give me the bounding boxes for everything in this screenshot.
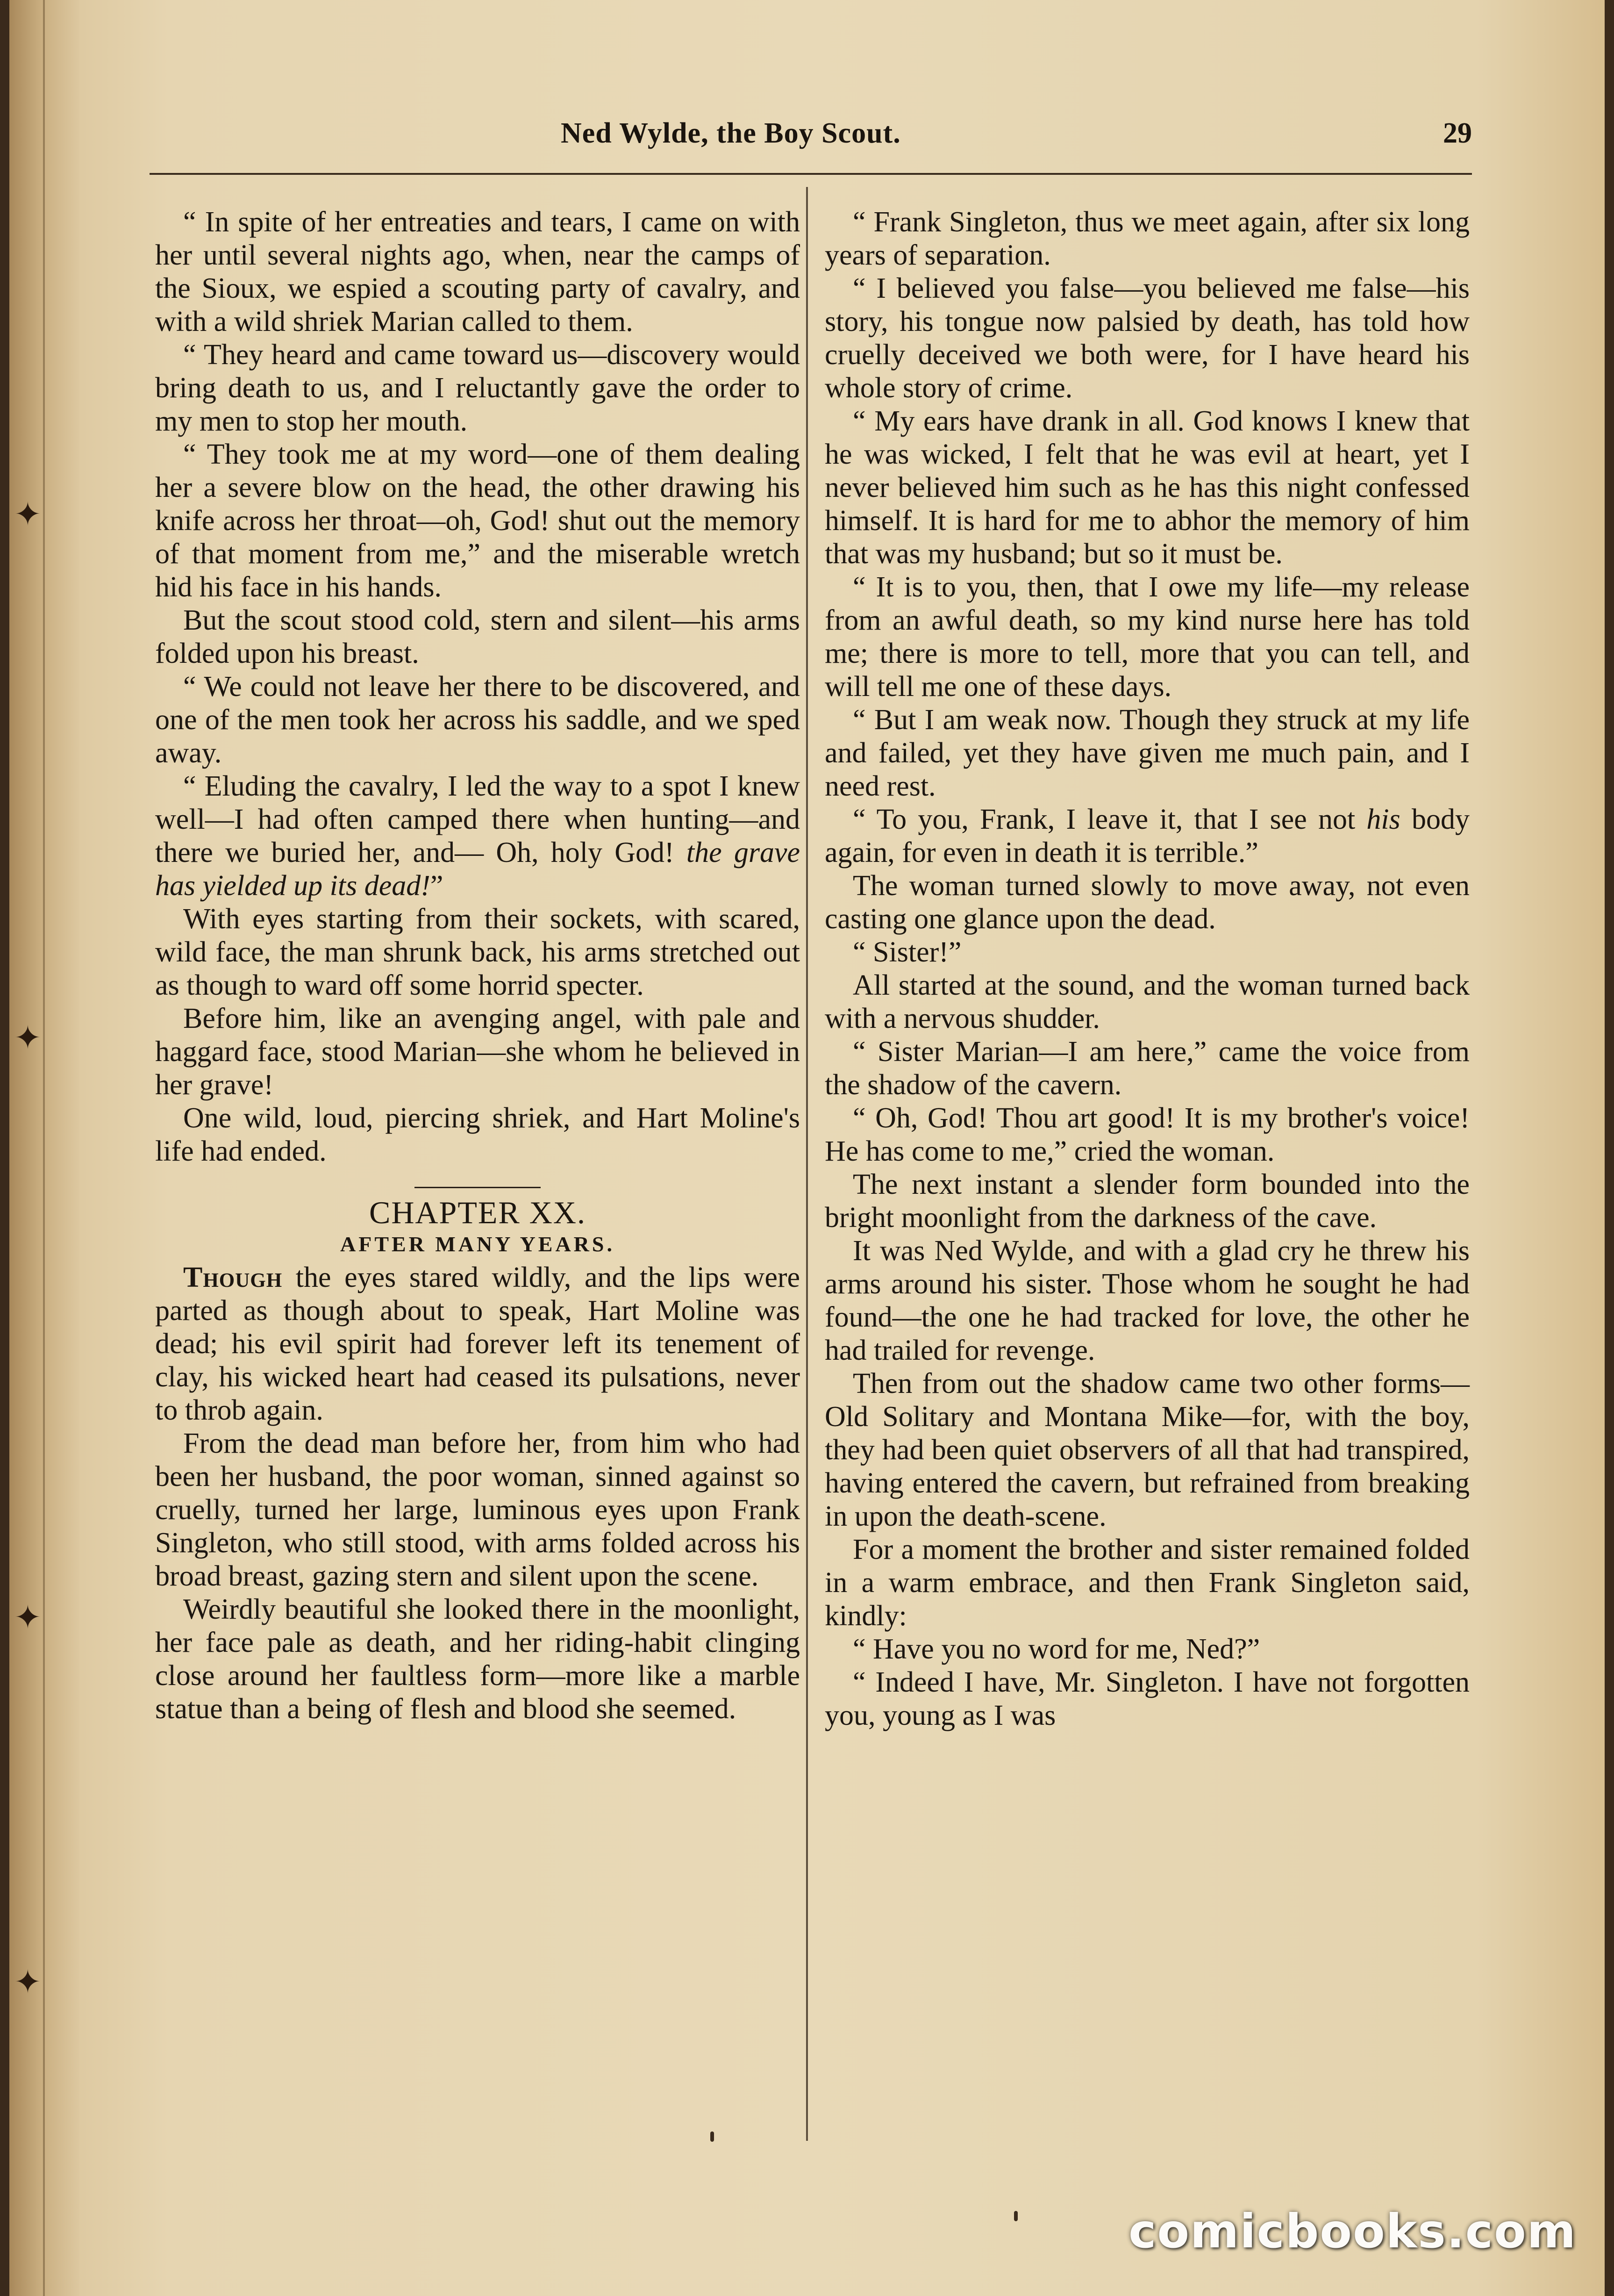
paragraph: “ It is to you, then, that I owe my life—my release from an awful death, so my kind nurse here has told me; there is more to tell, more that you can tell, and will tell me one of these days.: [825, 571, 1470, 703]
paragraph: The next instant a slender form bounded into the bright moonlight from the darkness of the cave.: [825, 1169, 1470, 1234]
page-number: 29: [1443, 117, 1472, 149]
paragraph: “ Oh, God! Thou art good! It is my brother's voice! He has come to me,” cried the woman.: [825, 1102, 1470, 1167]
paragraph: “ But I am weak now. Though they struck at my life and failed, yet they have given me much pain, and I need rest.: [825, 704, 1470, 802]
chapter-subtitle: AFTER MANY YEARS.: [340, 1232, 615, 1256]
paragraph: From the dead man before her, from him who had been her husband, the poor woman, sinned against so cruelly, turned her large, luminous eyes upon Frank Singleton, who still stood, with arms folded across his broad breast, gazing stern and silent upon the scene.: [155, 1428, 800, 1592]
paragraph: But the scout stood cold, stern and silent—his arms folded upon his breast.: [155, 604, 800, 669]
paragraph: [825, 803, 1470, 869]
running-title: Ned Wylde, the Boy Scout.: [561, 117, 901, 149]
binding-stitch-icon: ✦: [14, 1963, 42, 2001]
chapter-title: CHAPTER XX.: [369, 1195, 586, 1230]
paragraph: All started at the sound, and the woman turned back with a nervous shudder.: [825, 969, 1470, 1034]
paragraph-text: ”: [430, 870, 443, 902]
binding-fold-line: [43, 0, 45, 2296]
paragraph: [155, 770, 800, 903]
paragraph: “ Indeed I have, Mr. Singleton. I have not forgotten you, young as I was: [825, 1666, 1470, 1731]
lead-word: Though: [183, 1262, 283, 1293]
paragraph: The woman turned slowly to move away, not even casting one glance upon the dead.: [825, 870, 1470, 935]
paragraph: “ Have you no word for me, Ned?”: [853, 1633, 1260, 1665]
italic-text: the grave has yielded up its dead!: [155, 837, 800, 902]
binding-stitch-icon: ✦: [14, 495, 42, 533]
paragraph: “ They took me at my word—one of them dealing her a severe blow on the head, the other drawing his knife across her throat—oh, God! shut out the memory of that moment from me,” and the miserable wretch hid his face in his hands.: [155, 438, 800, 603]
column-divider: [806, 187, 808, 2141]
paragraph: “ They heard and came toward us—discovery would bring death to us, and I reluctantly gave the order to my men to stop her mouth.: [155, 339, 800, 437]
paragraph-text: “ To you, Frank, I leave it, that I see not: [853, 804, 1367, 835]
paragraph-text: the eyes stared wildly, and the lips were parted as though about to speak, Hart Moline was dead; his evil spirit had forever left its tenement of clay, his wicked heart had ceased its pulsations, never to throb again.: [155, 1262, 800, 1426]
running-header: [150, 117, 1472, 168]
paper-speck: [1014, 2211, 1018, 2221]
italic-text: his: [1366, 804, 1400, 835]
book-page: [9, 0, 1605, 2296]
watermark-logo: comicbooks.com: [1128, 2204, 1577, 2259]
binding-stitch-icon: ✦: [14, 1598, 42, 1636]
paragraph: “ Frank Singleton, thus we meet again, after six long years of separation.: [825, 206, 1470, 271]
paragraph: Then from out the shadow came two other forms—Old Solitary and Montana Mike—for, with the boy, they had been quiet observers of all that had transpired, having entered the cavern, but refrained from breaking in upon the death-scene.: [825, 1368, 1470, 1532]
paragraph: “ In spite of her entreaties and tears, I came on with her until several nights ago, when, near the camps of the Sioux, we espied a scouting party of cavalry, and with a wild shriek Marian called to them.: [155, 206, 800, 337]
binding-stitch-icon: ✦: [14, 1019, 42, 1057]
paragraph-text: “ Eluding the cavalry, I led the way to a spot I knew well—I had often camped there when hunting—and there we buried her, and— Oh, holy God!: [155, 770, 800, 868]
paragraph: One wild, loud, piercing shriek, and Hart Moline's life had ended.: [155, 1102, 800, 1167]
paragraph: With eyes starting from their sockets, with scared, wild face, the man shrunk back, his arms stretched out as though to ward off some horrid specter.: [155, 903, 800, 1001]
paragraph: Weirdly beautiful she looked there in the moonlight, her face pale as death, and her riding-habit clinging close around her faultless form—more like a marble statue than a being of flesh and blood she seemed.: [155, 1593, 800, 1725]
paragraph: “ My ears have drank in all. God knows I knew that he was wicked, I felt that he was evil at heart, yet I never believed him such as he has this night confessed himself. It is hard for me to abhor the memory of him that was my husband; but so it must be.: [825, 405, 1470, 570]
paragraph: “ We could not leave her there to be discovered, and one of the men took her across his saddle, and we sped away.: [155, 671, 800, 769]
paragraph: “ Sister Marian—I am here,” came the voice from the shadow of the cavern.: [825, 1036, 1470, 1101]
header-rule: [150, 173, 1472, 175]
paragraph: For a moment the brother and sister remained folded in a warm embrace, and then Frank Singleton said, kindly:: [825, 1534, 1470, 1632]
paragraph: “ I believed you false—you believed me false—his story, his tongue now palsied by death, has told how cruelly deceived we both were, for I have heard his whole story of crime.: [825, 273, 1470, 404]
chapter-rule: [414, 1187, 541, 1188]
paragraph-text: body again, for even in death it is terrible.”: [825, 804, 1470, 868]
paragraph: “ Sister!”: [853, 936, 962, 968]
paper-speck: [710, 2131, 714, 2142]
right-column: [825, 206, 1470, 1732]
paragraph: It was Ned Wylde, and with a glad cry he threw his arms around his sister. Those whom he sought he had found—the one he had tracked for love, the other he had trailed for revenge.: [825, 1235, 1470, 1366]
paragraph: [155, 1261, 800, 1427]
left-column: [155, 206, 800, 1726]
paragraph: Before him, like an avenging angel, with pale and haggard face, stood Marian—she whom he believed in her grave!: [155, 1003, 800, 1101]
